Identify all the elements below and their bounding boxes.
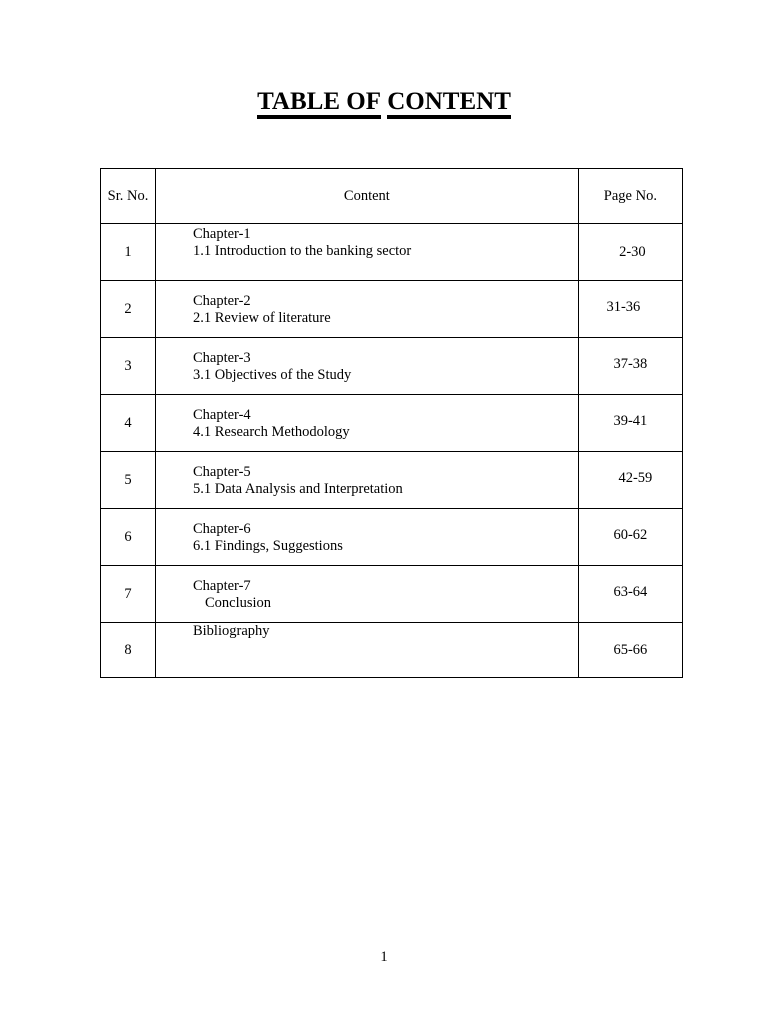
row-content xyxy=(155,623,578,678)
row-sr-no: 5 xyxy=(101,452,156,509)
row-page-no xyxy=(578,623,682,678)
row-page-no xyxy=(578,452,682,509)
row-content-line1: Chapter-4 xyxy=(192,407,251,423)
table-row xyxy=(101,566,683,623)
row-sr-no: 6 xyxy=(101,509,156,566)
row-page-range: 63-64 xyxy=(613,583,648,600)
row-sr-no: 2 xyxy=(101,281,156,338)
row-page-range: 65-66 xyxy=(613,641,648,658)
header-sr-no: Sr. No. xyxy=(101,169,156,224)
header-page-no: Page No. xyxy=(578,169,682,224)
row-content-line1: Chapter-5 xyxy=(192,464,251,480)
row-content-line1: Chapter-3 xyxy=(192,350,251,366)
page-title xyxy=(0,86,768,119)
table-header-row xyxy=(101,169,683,224)
row-page-no xyxy=(578,566,682,623)
table-row xyxy=(101,338,683,395)
row-content xyxy=(155,509,578,566)
row-content xyxy=(155,395,578,452)
row-content-line2: Conclusion xyxy=(204,595,272,611)
title-line-1: TABLE OF xyxy=(257,88,381,115)
row-content-line1: Chapter-6 xyxy=(192,521,251,537)
row-page-no xyxy=(578,281,682,338)
page-number: 1 xyxy=(380,949,388,965)
table-row xyxy=(101,395,683,452)
row-content-line2: 4.1 Research Methodology xyxy=(192,424,350,440)
row-sr-no: 1 xyxy=(101,224,156,281)
row-sr-no: 7 xyxy=(101,566,156,623)
table-row xyxy=(101,281,683,338)
row-content-line1: Chapter-2 xyxy=(192,293,251,309)
table-row xyxy=(101,623,683,678)
title-line-2: CONTENT xyxy=(387,88,511,115)
row-page-range: 37-38 xyxy=(613,355,648,372)
row-page-no xyxy=(578,224,682,281)
header-content: Content xyxy=(155,169,578,224)
row-page-range: 39-41 xyxy=(613,412,648,429)
row-sr-no: 8 xyxy=(101,623,156,678)
row-content-line1: Bibliography xyxy=(192,623,270,639)
row-content xyxy=(155,566,578,623)
row-content xyxy=(155,224,578,281)
table-row xyxy=(101,509,683,566)
row-content xyxy=(155,281,578,338)
row-page-range: 31-36 xyxy=(606,298,641,315)
row-page-range: 42-59 xyxy=(618,469,653,486)
table-of-contents xyxy=(100,168,683,678)
row-page-no xyxy=(578,395,682,452)
row-content-line1: Chapter-7 xyxy=(192,578,251,594)
row-content-line2: 6.1 Findings, Suggestions xyxy=(192,538,343,554)
table-row xyxy=(101,224,683,281)
row-page-range: 60-62 xyxy=(613,526,648,543)
row-sr-no: 4 xyxy=(101,395,156,452)
row-content xyxy=(155,452,578,509)
row-content-line2: 1.1 Introduction to the banking sector xyxy=(192,243,412,259)
row-sr-no: 3 xyxy=(101,338,156,395)
row-content-line2: 3.1 Objectives of the Study xyxy=(192,367,352,383)
row-page-range: 2-30 xyxy=(619,243,646,260)
row-content xyxy=(155,338,578,395)
row-content-line2: 5.1 Data Analysis and Interpretation xyxy=(192,481,403,497)
row-content-line2: 2.1 Review of literature xyxy=(192,310,331,326)
table-row xyxy=(101,452,683,509)
row-page-no xyxy=(578,338,682,395)
row-page-no xyxy=(578,509,682,566)
row-content-line1: Chapter-1 xyxy=(192,226,251,242)
